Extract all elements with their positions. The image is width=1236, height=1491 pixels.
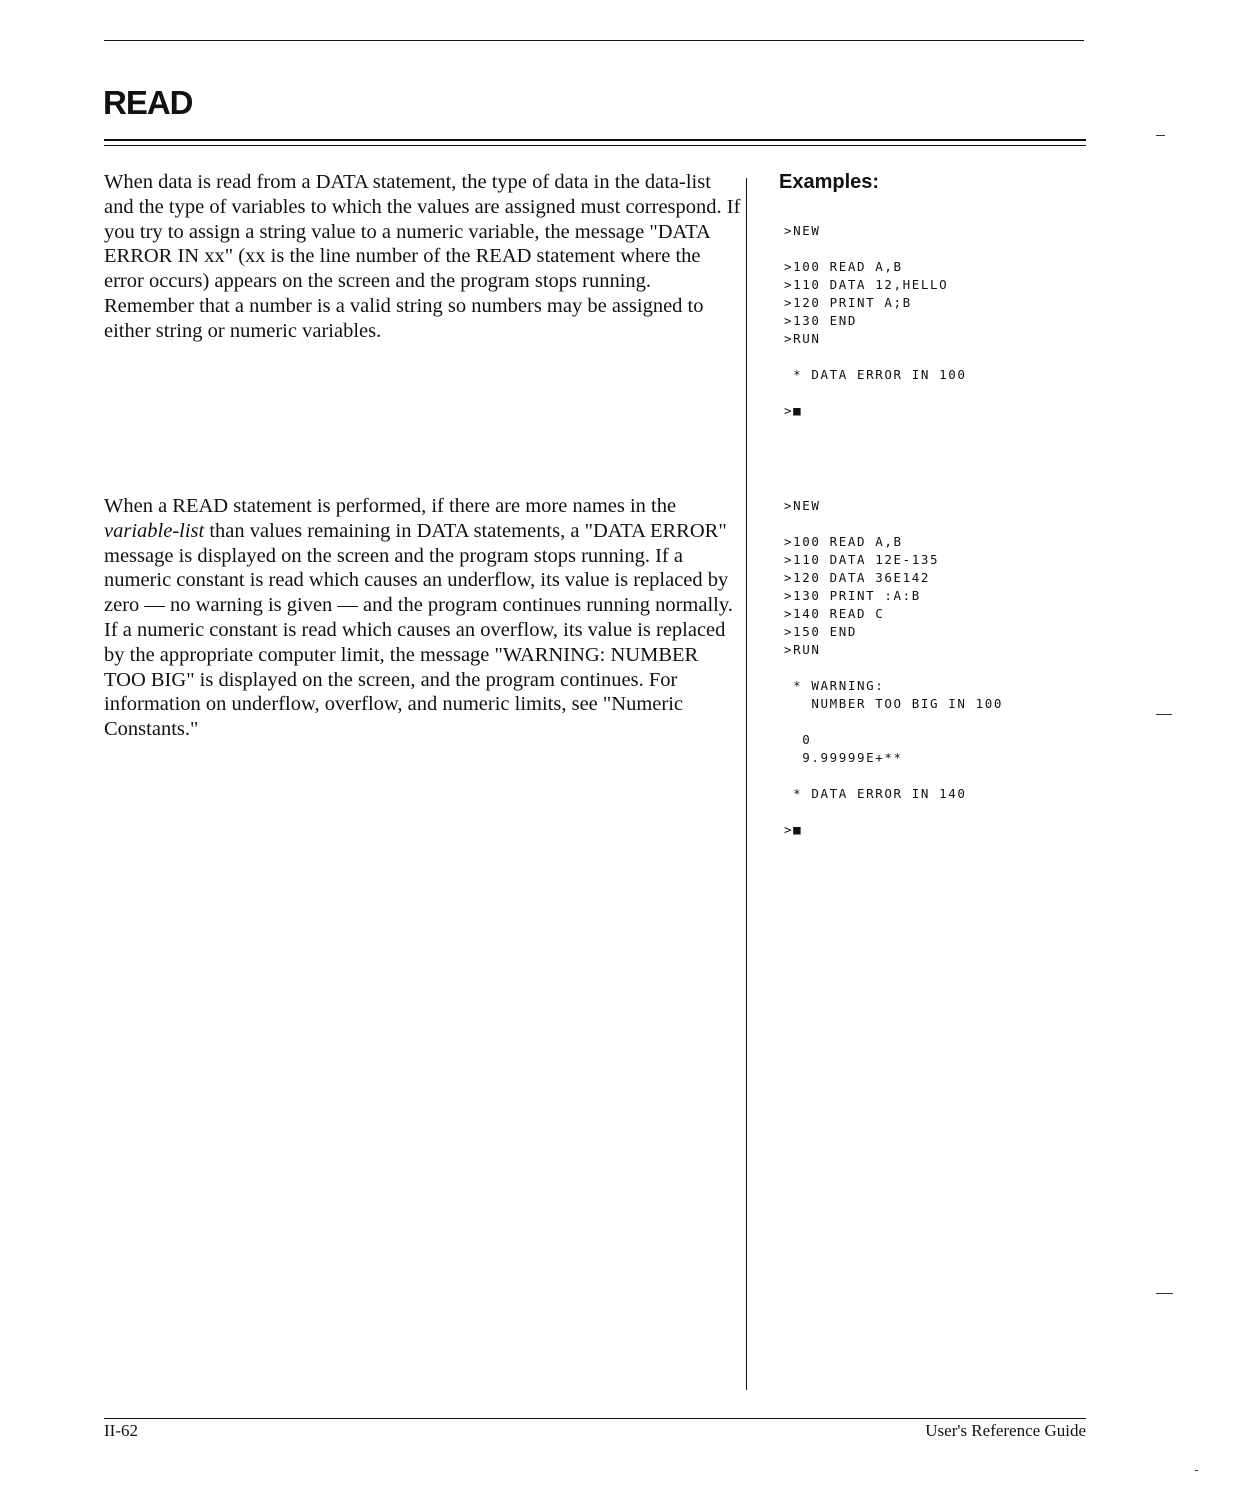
variable-list-term: variable-list <box>104 519 205 542</box>
margin-mark <box>1156 714 1172 715</box>
margin-mark <box>1195 1470 1198 1471</box>
paragraph-2-after: than values remaining in DATA statements, a "DATA ERROR" message is displayed on the screen and the program stops running. If a numeric constant is read which causes an underflow, its value is replaced by zero — no warning is given — and the program continues running normally. If a numeric constant is read which causes an overflow, its value is replaced by the appropriate computer limit, the message "WARNING: NUMBER TOO BIG" is displayed on the screen, and the program continues. For information on underflow, overflow, and numeric limits, see "Numeric Constants." <box>104 519 733 741</box>
page-number: II-62 <box>104 1421 138 1440</box>
guide-title: User's Reference Guide <box>925 1421 1086 1440</box>
paragraph-data-type-mismatch: When data is read from a DATA statement, the type of data in the data-list and the type of variables to which the values are assigned must correspond. If you try to assign a string value to a numeric variable, the message "DATA ERROR IN xx" (xx is the line number of the READ statement where the error occurs) appears on the screen and the program stops running. Remember that a number is a valid string so numbers may be assigned to either string or numeric variables. <box>104 171 741 342</box>
margin-mark <box>1156 135 1165 136</box>
examples-heading: Examples: <box>779 171 880 193</box>
example-1-code: >NEW >100 READ A,B >110 DATA 12,HELLO >120 PRINT A;B >130 END >RUN * DATA ERROR IN 100 >■ <box>784 223 967 418</box>
title-rule-thick <box>104 139 1086 141</box>
page-title: READ <box>103 84 193 121</box>
paragraph-read-underflow-overflow <box>104 494 744 742</box>
title-rule-thin <box>104 145 1086 146</box>
paragraph-2-before: When a READ statement is performed, if there are more names in the <box>104 495 677 517</box>
footer-rule <box>104 1418 1086 1419</box>
margin-mark <box>1156 1293 1173 1294</box>
top-rule <box>104 40 1084 41</box>
column-divider <box>746 178 747 1390</box>
example-2-code: >NEW >100 READ A,B >110 DATA 12E-135 >120 DATA 36E142 >130 PRINT :A:B >140 READ C >150 END >RUN * WARNING: NUMBER TOO BIG IN 100 0 9.99999E+** * DATA ERROR IN 140 >■ <box>784 498 1004 837</box>
